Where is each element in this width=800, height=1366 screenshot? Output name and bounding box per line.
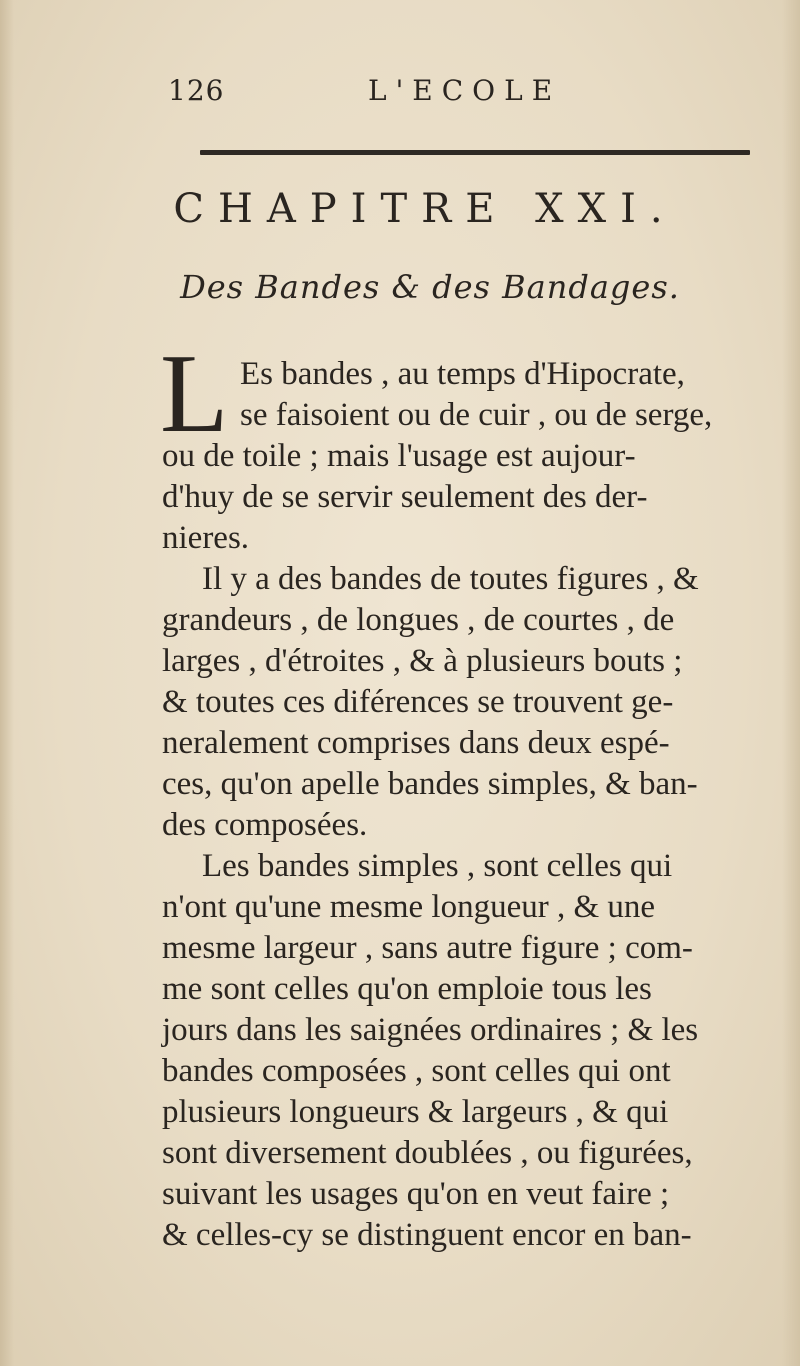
text-line: me sont celles qu'on emploie tous les: [162, 971, 652, 1007]
text-line: mesme largeur , sans autre figure ; com-: [162, 930, 693, 966]
text-line: bandes composées , sont celles qui ont: [162, 1053, 671, 1089]
drop-cap: L: [160, 332, 229, 456]
text-line: grandeurs , de longues , de courtes , de: [162, 602, 675, 638]
text-line: Il y a des bandes de toutes figures , &: [202, 561, 699, 597]
text-line: neralement comprises dans deux espé-: [162, 725, 670, 761]
text-line: & toutes ces diférences se trouvent ge-: [162, 684, 674, 720]
chapter-subtitle: Des Bandes & des Bandages.: [180, 268, 680, 306]
text-line: se faisoient ou de cuir , ou de serge,: [240, 397, 713, 433]
text-line: suivant les usages qu'on en veut faire ;: [162, 1176, 670, 1212]
text-line: d'huy de se servir seulement des der-: [162, 479, 648, 515]
page-number: 126: [168, 74, 225, 107]
body-text: [162, 354, 770, 1256]
text-line: Es bandes , au temps d'Hipocrate,: [240, 356, 685, 392]
text-line: ou de toile ; mais l'usage est aujour-: [162, 438, 636, 474]
text-line: Les bandes simples , sont celles qui: [202, 848, 673, 884]
text-line: plusieurs longueurs & largeurs , & qui: [162, 1094, 669, 1130]
text-line: sont diversement doublées , ou figurées,: [162, 1135, 693, 1171]
text-line: & celles-cy se distinguent encor en ban-: [162, 1217, 692, 1253]
chapter-title: CHAPITRE XXI.: [173, 186, 677, 232]
text-line: jours dans les saignées ordinaires ; & les: [162, 1012, 699, 1048]
text-line: larges , d'étroites , & à plusieurs bouts ;: [162, 643, 683, 679]
text-line: des composées.: [162, 807, 368, 843]
text-line: ces, qu'on apelle bandes simples, & ban-: [162, 766, 698, 802]
text-line: n'ont qu'une mesme longueur , & une: [162, 889, 656, 925]
running-head: [168, 74, 598, 114]
header-rule: [200, 150, 750, 155]
running-title: L'ECOLE: [368, 74, 562, 107]
text-line: nieres.: [162, 520, 250, 556]
